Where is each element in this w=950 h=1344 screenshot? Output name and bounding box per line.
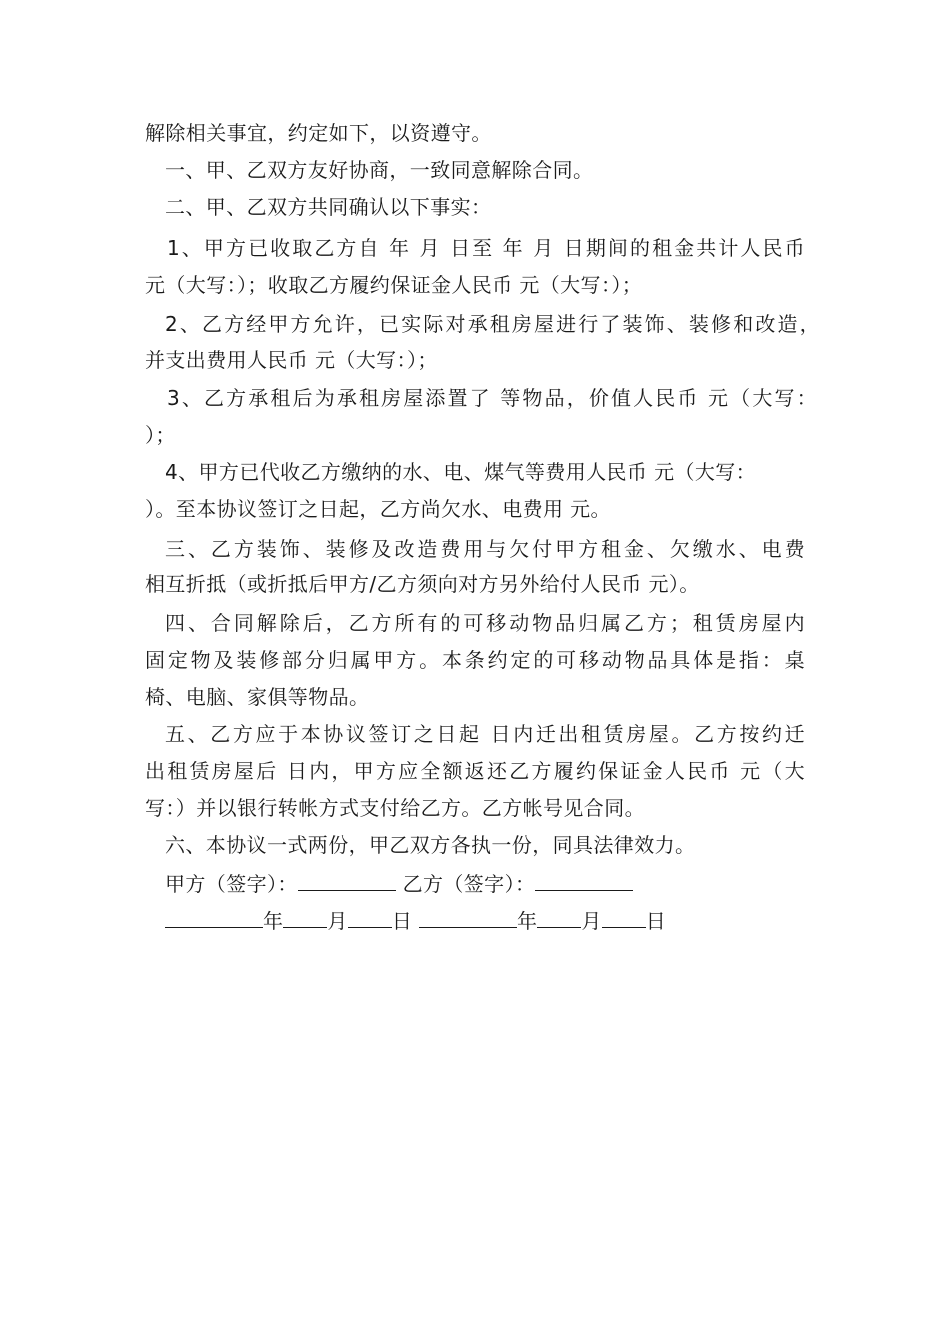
- party-a-signature-blank[interactable]: [298, 868, 396, 891]
- clause-4-line-2: 固定物及装修部分归属甲方。本条约定的可移动物品具体是指：桌: [145, 648, 805, 672]
- month-label: 月: [581, 909, 602, 933]
- year-label: 年: [263, 909, 284, 933]
- fact-4-line-2: ）。至本协议签订之日起，乙方尚欠水、电费用 元。: [145, 497, 611, 521]
- clause-2-heading: 二、甲、乙双方共同确认以下事实：: [165, 195, 492, 219]
- party-b-year-blank[interactable]: [419, 905, 517, 928]
- day-label: 日: [391, 909, 413, 933]
- text-line: 解除相关事宜，约定如下，以资遵守。: [145, 121, 492, 145]
- fact-3-line-2: ）；: [145, 423, 176, 447]
- fact-1-line-2: 元（大写：）；收取乙方履约保证金人民币 元（大写：）；: [145, 273, 643, 297]
- signature-row: [165, 868, 633, 898]
- clause-5-line-2: 出租赁房屋后 日内，甲方应全额返还乙方履约保证金人民币 元（大: [145, 759, 805, 783]
- year-label: 年: [516, 909, 538, 933]
- clause-4-line-1: 四、合同解除后，乙方所有的可移动物品归属乙方；租赁房屋内: [165, 611, 805, 635]
- party-b-month-blank[interactable]: [537, 905, 581, 928]
- fact-1-line-1: 1、甲方已收取乙方自 年 月 日至 年 月 日期间的租金共计人民币: [167, 236, 805, 260]
- month-label: 月: [327, 909, 348, 933]
- fact-3-line-1: 3、乙方承租后为承租房屋添置了 等物品，价值人民币 元（大写：: [167, 386, 817, 410]
- clause-5-line-1: 五、乙方应于本协议签订之日起 日内迁出租赁房屋。乙方按约迁: [165, 722, 805, 746]
- party-a-year-blank[interactable]: [165, 905, 263, 928]
- clause-3-line-1: 三、乙方装饰、装修及改造费用与欠付甲方租金、欠缴水、电费: [165, 537, 805, 561]
- clause-5-line-3: 写：）并以银行转帐方式支付给乙方。乙方帐号见合同。: [145, 796, 645, 820]
- fact-4-line-1: 4、甲方已代收乙方缴纳的水、电、煤气等费用人民币 元（大写：: [165, 460, 757, 484]
- clause-6: 六、本协议一式两份，甲乙双方各执一份，同具法律效力。: [165, 833, 696, 857]
- party-a-month-blank[interactable]: [283, 905, 327, 928]
- date-row: [165, 905, 666, 935]
- party-a-day-blank[interactable]: [348, 905, 392, 928]
- party-b-signature-blank[interactable]: [535, 868, 633, 891]
- party-a-signature-label: 甲方（签字）：: [165, 872, 298, 896]
- clause-3-line-2: 相互折抵（或折抵后甲方/乙方须向对方另外给付人民币 元）。: [145, 572, 700, 596]
- party-b-day-blank[interactable]: [602, 905, 646, 928]
- clause-1: 一、甲、乙双方友好协商，一致同意解除合同。: [165, 158, 594, 182]
- day-label: 日: [645, 909, 667, 933]
- fact-2-line-1: 2、乙方经甲方允许，已实际对承租房屋进行了装饰、装修和改造，: [165, 312, 820, 336]
- clause-4-line-3: 椅、电脑、家俱等物品。: [145, 685, 370, 709]
- party-b-signature-label: 乙方（签字）：: [402, 872, 536, 896]
- fact-2-line-2: 并支出费用人民币 元（大写：）；: [145, 348, 438, 372]
